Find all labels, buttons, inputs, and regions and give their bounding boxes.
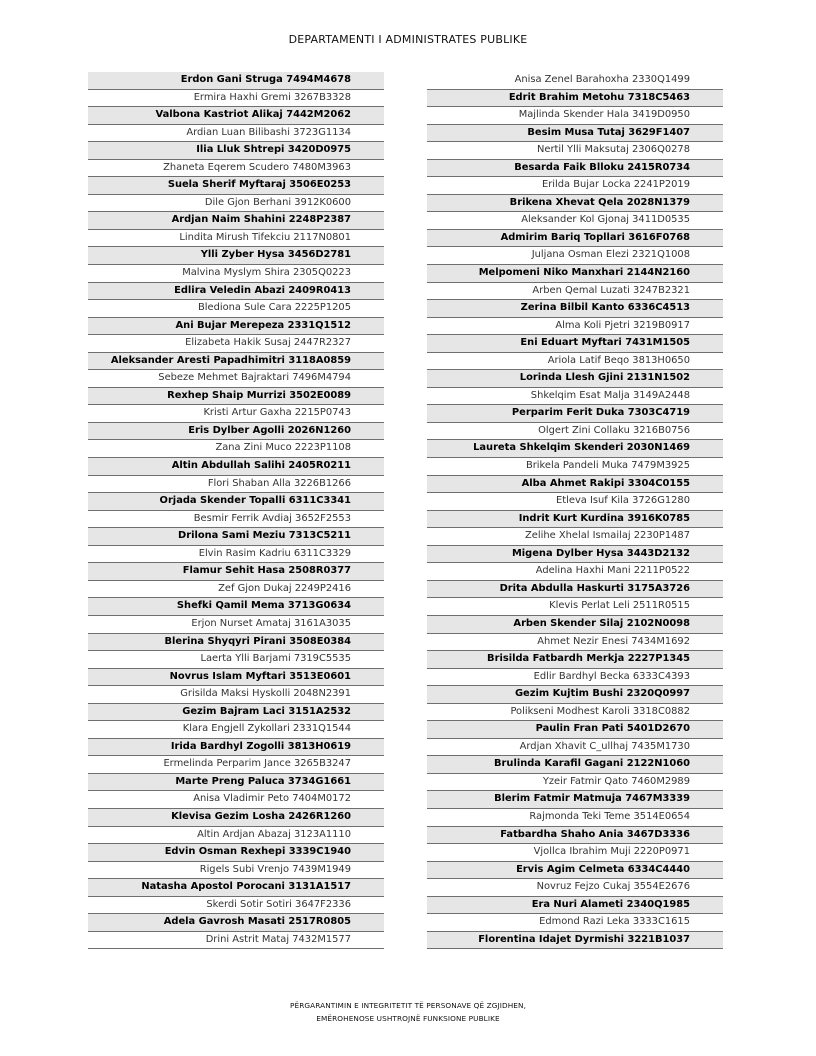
list-item: Laureta Shkelqim Skenderi 2030N1469 <box>427 440 723 458</box>
list-item: Dile Gjon Berhani 3912K0600 <box>88 195 384 213</box>
list-item: Suela Sherif Myftaraj 3506E0253 <box>88 177 384 195</box>
list-item: Ardian Luan Bilibashi 3723G1134 <box>88 125 384 143</box>
list-item: Besim Musa Tutaj 3629F1407 <box>427 125 723 143</box>
list-item: Rajmonda Teki Teme 3514E0654 <box>427 809 723 827</box>
list-item: Zerina Bilbil Kanto 6336C4513 <box>427 300 723 318</box>
list-item: Ermira Haxhi Gremi 3267B3328 <box>88 90 384 108</box>
list-item: Ylli Zyber Hysa 3456D2781 <box>88 247 384 265</box>
list-item: Brikela Pandeli Muka 7479M3925 <box>427 458 723 476</box>
list-item: Blediona Sule Cara 2225P1205 <box>88 300 384 318</box>
list-item: Ardjan Xhavit C_ullhaj 7435M1730 <box>427 739 723 757</box>
list-item: Ahmet Nezir Enesi 7434M1692 <box>427 634 723 652</box>
list-item: Irida Bardhyl Zogolli 3813H0619 <box>88 739 384 757</box>
list-item: Ariola Latif Beqo 3813H0650 <box>427 353 723 371</box>
list-item: Skerdi Sotir Sotiri 3647F2336 <box>88 897 384 915</box>
list-item: Fatbardha Shaho Ania 3467D3336 <box>427 827 723 845</box>
footer-line-1: PËRGARANTIMIN E INTEGRITETIT TË PERSONAVE QË ZGJIDHEN, <box>290 1001 526 1010</box>
list-item: Shkelqim Esat Malja 3149A2448 <box>427 388 723 406</box>
list-item: Perparim Ferit Duka 7303C4719 <box>427 405 723 423</box>
list-item: Besmir Ferrik Avdiaj 3652F2553 <box>88 511 384 529</box>
list-item: Orjada Skender Topalli 6311C3341 <box>88 493 384 511</box>
list-item: Arben Skender Silaj 2102N0098 <box>427 616 723 634</box>
list-item: Admirim Bariq Topllari 3616F0768 <box>427 230 723 248</box>
list-item: Migena Dylber Hysa 3443D2132 <box>427 546 723 564</box>
list-item: Ermelinda Perparim Jance 3265B3247 <box>88 756 384 774</box>
list-item: Zhaneta Eqerem Scudero 7480M3963 <box>88 160 384 178</box>
list-item: Melpomeni Niko Manxhari 2144N2160 <box>427 265 723 283</box>
list-item: Olgert Zini Collaku 3216B0756 <box>427 423 723 441</box>
list-item: Edvin Osman Rexhepi 3339C1940 <box>88 844 384 862</box>
list-item: Elvin Rasim Kadriu 6311C3329 <box>88 546 384 564</box>
list-item: Klevisa Gezim Losha 2426R1260 <box>88 809 384 827</box>
list-item: Erjon Nurset Amataj 3161A3035 <box>88 616 384 634</box>
list-item: Paulin Fran Pati 5401D2670 <box>427 721 723 739</box>
list-item: Zana Zini Muco 2223P1108 <box>88 440 384 458</box>
list-item: Vjollca Ibrahim Muji 2220P0971 <box>427 844 723 862</box>
list-item: Edlir Bardhyl Becka 6333C4393 <box>427 669 723 687</box>
list-item: Drilona Sami Meziu 7313C5211 <box>88 528 384 546</box>
list-item: Nertil Ylli Maksutaj 2306Q0278 <box>427 142 723 160</box>
list-item: Erdon Gani Struga 7494M4678 <box>88 72 384 90</box>
list-item: Klara Engjell Zykollari 2331Q1544 <box>88 721 384 739</box>
list-item: Adelina Haxhi Mani 2211P0522 <box>427 563 723 581</box>
list-item: Alba Ahmet Rakipi 3304C0155 <box>427 476 723 494</box>
list-item: Yzeir Fatmir Qato 7460M2989 <box>427 774 723 792</box>
list-item: Indrit Kurt Kurdina 3916K0785 <box>427 511 723 529</box>
list-item: Ardjan Naim Shahini 2248P2387 <box>88 212 384 230</box>
page-title: DEPARTAMENTI I ADMINISTRATES PUBLIKE <box>288 33 528 46</box>
list-item: Gezim Kujtim Bushi 2320Q0997 <box>427 686 723 704</box>
list-item: Eni Eduart Myftari 7431M1505 <box>427 335 723 353</box>
list-item: Majlinda Skender Hala 3419D0950 <box>427 107 723 125</box>
footer-note <box>0 999 816 1025</box>
list-item: Novruz Fejzo Cukaj 3554E2676 <box>427 879 723 897</box>
list-item: Arben Qemal Luzati 3247B2321 <box>427 283 723 301</box>
list-item: Zef Gjon Dukaj 2249P2416 <box>88 581 384 599</box>
list-item: Rexhep Shaip Murrizi 3502E0089 <box>88 388 384 406</box>
footer-line-2: EMËROHENOSE USHTROJNË FUNKSIONE PUBLIKE <box>316 1014 500 1023</box>
list-item: Anisa Zenel Barahoxha 2330Q1499 <box>427 72 723 90</box>
list-item: Zelihe Xhelal Ismailaj 2230P1487 <box>427 528 723 546</box>
list-item: Blerim Fatmir Matmuja 7467M3339 <box>427 791 723 809</box>
list-item: Rigels Subi Vrenjo 7439M1949 <box>88 862 384 880</box>
list-item: Klevis Perlat Leli 2511R0515 <box>427 598 723 616</box>
list-item: Gezim Bajram Laci 3151A2532 <box>88 704 384 722</box>
list-item: Ervis Agim Celmeta 6334C4440 <box>427 862 723 880</box>
list-item: Marte Preng Paluca 3734G1661 <box>88 774 384 792</box>
list-item: Edrit Brahim Metohu 7318C5463 <box>427 90 723 108</box>
list-item: Malvina Myslym Shira 2305Q0223 <box>88 265 384 283</box>
list-item: Aleksander Aresti Papadhimitri 3118A0859 <box>88 353 384 371</box>
list-item: Kristi Artur Gaxha 2215P0743 <box>88 405 384 423</box>
list-item: Etleva Isuf Kila 3726G1280 <box>427 493 723 511</box>
left-name-column <box>88 72 384 949</box>
list-item: Altin Abdullah Salihi 2405R0211 <box>88 458 384 476</box>
list-item: Ilia Lluk Shtrepi 3420D0975 <box>88 142 384 160</box>
list-item: Drini Astrit Mataj 7432M1577 <box>88 932 384 950</box>
list-item: Besarda Faik Blloku 2415R0734 <box>427 160 723 178</box>
list-item: Brisilda Fatbardh Merkja 2227P1345 <box>427 651 723 669</box>
list-item: Lindita Mirush Tifekciu 2117N0801 <box>88 230 384 248</box>
list-item: Anisa Vladimir Peto 7404M0172 <box>88 791 384 809</box>
list-item: Sebeze Mehmet Bajraktari 7496M4794 <box>88 370 384 388</box>
list-item: Laerta Ylli Barjami 7319C5535 <box>88 651 384 669</box>
list-item: Elizabeta Hakik Susaj 2447R2327 <box>88 335 384 353</box>
list-item: Era Nuri Alameti 2340Q1985 <box>427 897 723 915</box>
right-name-column <box>427 72 723 949</box>
list-item: Adela Gavrosh Masati 2517R0805 <box>88 914 384 932</box>
list-item: Grisilda Maksi Hyskolli 2048N2391 <box>88 686 384 704</box>
list-item: Flori Shaban Alla 3226B1266 <box>88 476 384 494</box>
list-item: Edmond Razi Leka 3333C1615 <box>427 914 723 932</box>
list-item: Blerina Shyqyri Pirani 3508E0384 <box>88 634 384 652</box>
list-item: Brikena Xhevat Qela 2028N1379 <box>427 195 723 213</box>
list-item: Shefki Qamil Mema 3713G0634 <box>88 598 384 616</box>
list-item: Natasha Apostol Porocani 3131A1517 <box>88 879 384 897</box>
list-item: Brulinda Karafil Gagani 2122N1060 <box>427 756 723 774</box>
list-item: Novrus Islam Myftari 3513E0601 <box>88 669 384 687</box>
list-item: Flamur Sehit Hasa 2508R0377 <box>88 563 384 581</box>
list-item: Erilda Bujar Locka 2241P2019 <box>427 177 723 195</box>
list-item: Valbona Kastriot Alikaj 7442M2062 <box>88 107 384 125</box>
list-item: Florentina Idajet Dyrmishi 3221B1037 <box>427 932 723 950</box>
list-item: Aleksander Kol Gjonaj 3411D0535 <box>427 212 723 230</box>
list-item: Polikseni Modhest Karoli 3318C0882 <box>427 704 723 722</box>
list-item: Alma Koli Pjetri 3219B0917 <box>427 318 723 336</box>
list-item: Juljana Osman Elezi 2321Q1008 <box>427 247 723 265</box>
list-item: Altin Ardjan Abazaj 3123A1110 <box>88 827 384 845</box>
list-item: Lorinda Llesh Gjini 2131N1502 <box>427 370 723 388</box>
list-item: Edlira Veledin Abazi 2409R0413 <box>88 283 384 301</box>
list-item: Eris Dylber Agolli 2026N1260 <box>88 423 384 441</box>
list-item: Ani Bujar Merepeza 2331Q1512 <box>88 318 384 336</box>
list-item: Drita Abdulla Haskurti 3175A3726 <box>427 581 723 599</box>
